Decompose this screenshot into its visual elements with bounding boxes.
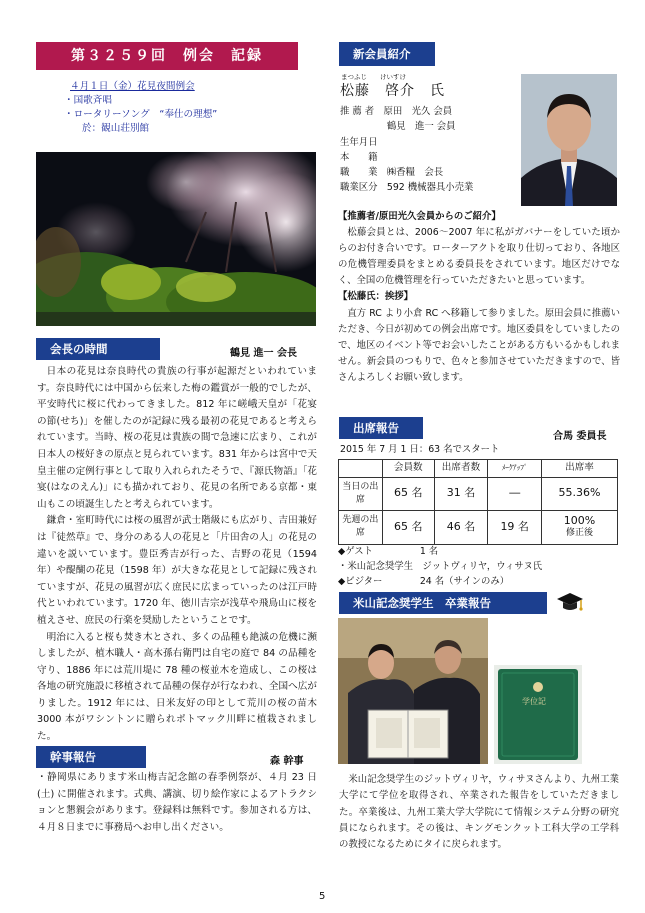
table-header-cell: 会員数 [382, 460, 434, 478]
greeting-title: 【松藤氏：挨拶】 [338, 291, 414, 303]
profile-row: 職業区分 592 機械器具小売業 [340, 182, 474, 194]
new-member-portrait [521, 74, 617, 206]
table-cell [542, 510, 618, 544]
table-cell: 先週の出席 [339, 510, 383, 544]
table-cell: 55.36% [542, 477, 618, 510]
attendance-table [338, 459, 618, 545]
secretary-text [37, 770, 317, 836]
recommendation-section [338, 209, 620, 386]
attendance-date-line: 2015 年 7 月 1 日：63 名でスタート [340, 444, 500, 455]
certificate-title: 学位記 [522, 697, 546, 706]
guest-detail: ・米山記念奨学生 ジットヴィリヤ，ウィサヌ氏 [338, 561, 543, 572]
table-header-cell: ﾒｰｸｱｯﾌﾟ [488, 460, 542, 478]
table-cell: 31 名 [434, 477, 488, 510]
attendance-header: 出席報告 [339, 417, 423, 439]
table-cell: 46 名 [434, 510, 488, 544]
meeting-date-title: ４月１日（金）花見夜間例会 [70, 81, 195, 92]
certificate-case-photo [494, 665, 582, 764]
table-cell: 65 名 [382, 477, 434, 510]
table-row [339, 510, 618, 544]
profile-row: 職 業 ㈱香糧 会長 [340, 167, 444, 179]
meeting-item-song: ・ロータリーソング “奉仕の理想” [64, 109, 218, 120]
table-row [339, 477, 618, 510]
secretary-item: ・静岡県にあります米山梅吉記念館の春季例祭が、４月 23 日(土) に開催されます。式典、講演、切り絵作家によるアトラクションと懇親会があります。登録料は無料です。参加される方は、４月８日までに事務局へお申し出ください。 [37, 772, 317, 833]
scholar-text [339, 772, 619, 853]
table-header-cell: 出席率 [542, 460, 618, 478]
table-cell: ― [488, 477, 542, 510]
guest-line: ◆ゲスト 1 名 [338, 546, 439, 557]
scholar-header: 米山記念奨学生 卒業報告 [339, 592, 547, 614]
page-number: 5 [319, 891, 326, 902]
president-paragraph: 鎌倉・室町時代には桜の風習が武士階級にも広がり、吉田兼好は『徒然草』で、身分のある人の花見と「片田舎の人」の花見の違いを説いています。豊臣秀吉が行った、吉野の花見（1594 年）や醍醐の花見（1598 年）が大きな花見として記録に残されていますが、花見の風習が広く庶民に広まっていったのは江戸時代といわれています。1720 年、徳川吉宗が浅草や飛鳥山に桜を植えさせ、庶民の行楽を奨励したということです。 [37, 515, 317, 626]
cherry-blossom-night-photo [36, 152, 316, 326]
profile-row: 本 籍 [340, 151, 378, 163]
president-name: 鶴見 進一 会長 [230, 348, 297, 359]
profile-row: 推 薦 者 原田 光久 会員 [340, 106, 453, 117]
graduation-photo [338, 618, 488, 764]
secretary-report-header: 幹事報告 [36, 746, 146, 768]
attendance-rate: 100% [563, 514, 596, 528]
table-cell: 19 名 [488, 510, 542, 544]
graduation-cap-icon [555, 591, 585, 620]
visitor-line: ◆ビジター 24 名（サインのみ） [338, 576, 510, 587]
table-header-cell: 出席者数 [434, 460, 488, 478]
guest-section [338, 544, 618, 589]
recommendation-text: 松藤会員とは、2006～2007 年に私がガバナーをしていた頃からのお付き合いです。ローターアクトを取り仕切っており、各地区の危機管理委員をまとめる委員長をされています。地区だけでなく、全国の危機管理を行っていただきたいと思っています。 [338, 227, 620, 287]
secretary-name: 森 幹事 [270, 756, 304, 767]
scholar-paragraph: 米山記念奨学生のジットヴィリヤ，ウィサヌさんより、九州工業大学にて学位を取得され、卒業された報告をしていただきました。卒業後は、九州工業大学大学院にて情報システム分野の研究員になられます。その後は、キングモンクット工科大学の工学科の教授になるためにタイに戻られます。 [339, 774, 619, 851]
meeting-item-anthem: ・国歌斉唱 [64, 95, 112, 106]
profile-row: 鶴見 進一 会員 [340, 121, 456, 133]
table-header-cell [339, 460, 383, 478]
president-paragraph: 日本の花見は奈良時代の貴族の行事が起源だといわれています。奈良時代には中国から伝来した梅の鑑賞が一般的でしたが、平安時代に桜に代わってきました。812 年に嵯峨天皇が「花宴の節(せち)」を催したのが記録に残る最初の花見であると考えられています。当時、桜の花見は貴族の間で急速に広まり、これが日本人の桜好きの原点と見られています。831 年からは宮中で天皇主催の定例行事として取り入れられたそうで、『源氏物語』「花宴(はなのえん)」にも描かれており、花見の名所である京都・東山もこの頃誕生したと考えられています。 [37, 366, 317, 510]
new-member-ruby: まつふじ けいすけ [341, 73, 406, 81]
attendance-chair-name: 合馬 委員長 [553, 431, 607, 442]
meeting-venue: 於：観山荘別館 [82, 123, 150, 134]
attendance-rate-note: 修正後 [566, 528, 594, 539]
meeting-details [64, 80, 310, 136]
meeting-record-header: 第３２５９回 例会 記録 [36, 42, 298, 70]
president-text [37, 364, 317, 746]
table-cell: 65 名 [382, 510, 434, 544]
greeting-text: 直方 RC より小倉 RC へ移籍して参りました。原田会員に推薦いただき、今日が初めての例会出席です。地区委員をしていましたので、地区のイベント等でお会いしたことがある方もいるかもしれません。新会員のつもりで、色々と参加させていただきますので、皆さんよろしくお願い致します。 [338, 307, 620, 383]
new-member-name: 松藤 啓介 氏 [340, 83, 445, 99]
president-time-header: 会長の時間 [36, 338, 160, 360]
new-member-profile [340, 104, 540, 196]
table-header-row [339, 460, 618, 478]
table-cell: 当日の出席 [339, 477, 383, 510]
recommendation-title: 【推薦者/原田光久会員からのご紹介】 [338, 211, 501, 222]
president-paragraph: 明治に入ると桜も焚き木とされ、多くの品種も絶滅の危機に瀕しましたが、植木職人・高木孫右衛門は自宅の庭で 84 の品種を守り、1886 年には荒川堤に 78 種の桜並木を造成し、この桜は各地の研究施設に移植されて品種の保存が行なわれ、全国へ広がりました。1912 年には、日米友好の印として荒川の桜の苗木 3000 本がワシントンに贈られポトマック川畔に植栽されました。 [37, 631, 317, 743]
new-member-header: 新会員紹介 [339, 42, 435, 66]
profile-row: 生年月日 [340, 136, 378, 148]
